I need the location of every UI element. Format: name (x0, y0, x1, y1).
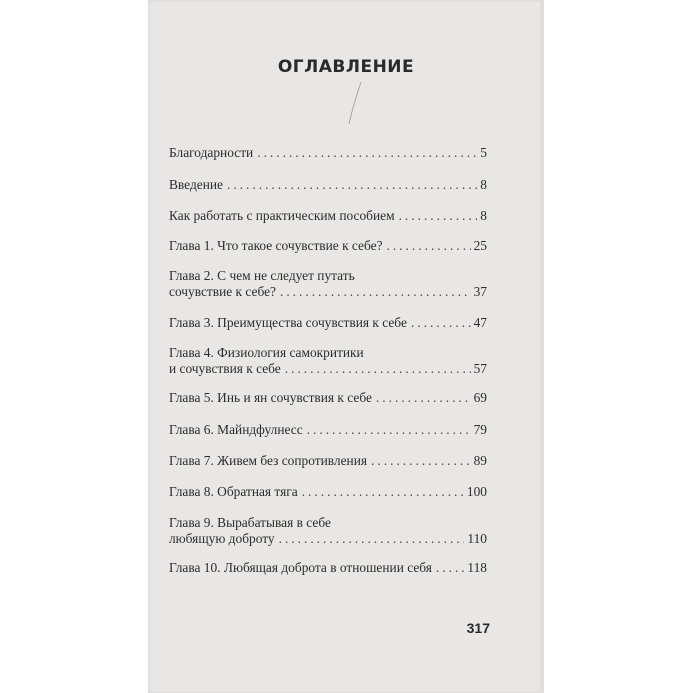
book-page (148, 0, 544, 693)
dot-leader (399, 208, 478, 224)
toc-entry (169, 515, 487, 547)
dot-leader (371, 453, 471, 469)
toc-entry-page: 37 (473, 284, 487, 299)
toc-entry-title: сочувствие к себе? (169, 284, 276, 299)
toc-entry-page: 110 (467, 531, 487, 546)
toc-entry (169, 390, 487, 406)
toc-entry-page: 47 (473, 315, 487, 330)
toc-entry-line (169, 208, 487, 224)
toc-entry-page: 69 (473, 390, 487, 405)
toc-entry (169, 208, 487, 224)
dot-leader (436, 560, 465, 576)
toc-entry-line (169, 422, 487, 438)
toc-entry-line (169, 453, 487, 469)
toc-entry-title: Глава 5. Инь и ян сочувствия к себе (169, 390, 372, 405)
dot-leader (411, 315, 471, 331)
toc-entry-title: Глава 7. Живем без сопротивления (169, 453, 368, 468)
dot-leader (307, 422, 471, 438)
toc-entry-line (169, 315, 487, 331)
toc-entry-page: 8 (480, 208, 487, 223)
toc-entry-title: Как работать с практическим пособием (169, 208, 395, 223)
toc-entry-line (169, 268, 487, 284)
toc-entry-line (169, 560, 487, 576)
toc-entry-title: Глава 8. Обратная тяга (169, 484, 298, 499)
toc-entry (169, 145, 487, 161)
toc-entry-title: Глава 3. Преимущества сочувствия к себе (169, 315, 407, 330)
dot-leader (279, 531, 465, 547)
dot-leader (387, 238, 471, 254)
dot-leader (376, 390, 471, 406)
dot-leader (285, 361, 471, 377)
toc-entry-line (169, 177, 487, 193)
toc-entry-title: и сочувствия к себе (169, 361, 281, 376)
toc-entry-page: 89 (473, 453, 487, 468)
toc-entry-line (169, 145, 487, 161)
toc-entry (169, 177, 487, 193)
dot-leader (280, 284, 471, 300)
toc-entry-page: 118 (467, 560, 487, 575)
toc-entry-title: Глава 9. Вырабатывая в себе (169, 515, 331, 530)
toc-entry-title: любящую доброту (169, 531, 275, 546)
dot-leader (302, 484, 464, 500)
toc-entry (169, 560, 487, 576)
toc-entry (169, 345, 487, 377)
toc-entry-title: Благодарности (169, 145, 254, 160)
dot-leader (257, 145, 477, 161)
toc-entry-title: Глава 6. Майндфулнесс (169, 422, 303, 437)
toc-entry-page: 57 (473, 361, 487, 376)
toc-entry (169, 484, 487, 500)
toc-entry-title: Глава 1. Что такое сочувствие к себе? (169, 238, 383, 253)
toc-entry-title: Глава 10. Любящая доброта в отношении себя (169, 560, 432, 575)
toc-entry-line (169, 345, 487, 361)
toc-entry-title: Глава 4. Физиология самокритики (169, 345, 364, 360)
toc-entry-line (169, 484, 487, 500)
toc-entry-line (169, 238, 487, 254)
toc-entry-line (169, 390, 487, 406)
toc-entry-line (169, 361, 487, 377)
toc-entry-page: 100 (466, 484, 487, 499)
toc-entry (169, 268, 487, 300)
toc-entry-line (169, 531, 487, 547)
toc-entry-page: 25 (473, 238, 487, 253)
toc-entry-title: Глава 2. С чем не следует путать (169, 268, 355, 283)
toc-entry-page: 8 (480, 177, 487, 192)
page-number: 317 (466, 620, 490, 636)
toc-entry (169, 315, 487, 331)
toc-entry (169, 238, 487, 254)
dot-leader (227, 177, 477, 193)
toc-entry-line (169, 515, 487, 531)
page-edge-shadow (540, 0, 544, 693)
toc-entry (169, 453, 487, 469)
toc-entry-page: 5 (480, 145, 487, 160)
toc-entry-title: Введение (169, 177, 223, 192)
toc-entry (169, 422, 487, 438)
toc-entry-page: 79 (473, 422, 487, 437)
toc-heading: ОГЛАВЛЕНИЕ (277, 57, 415, 77)
pencil-mark (343, 80, 367, 128)
toc-entry-line (169, 284, 487, 300)
